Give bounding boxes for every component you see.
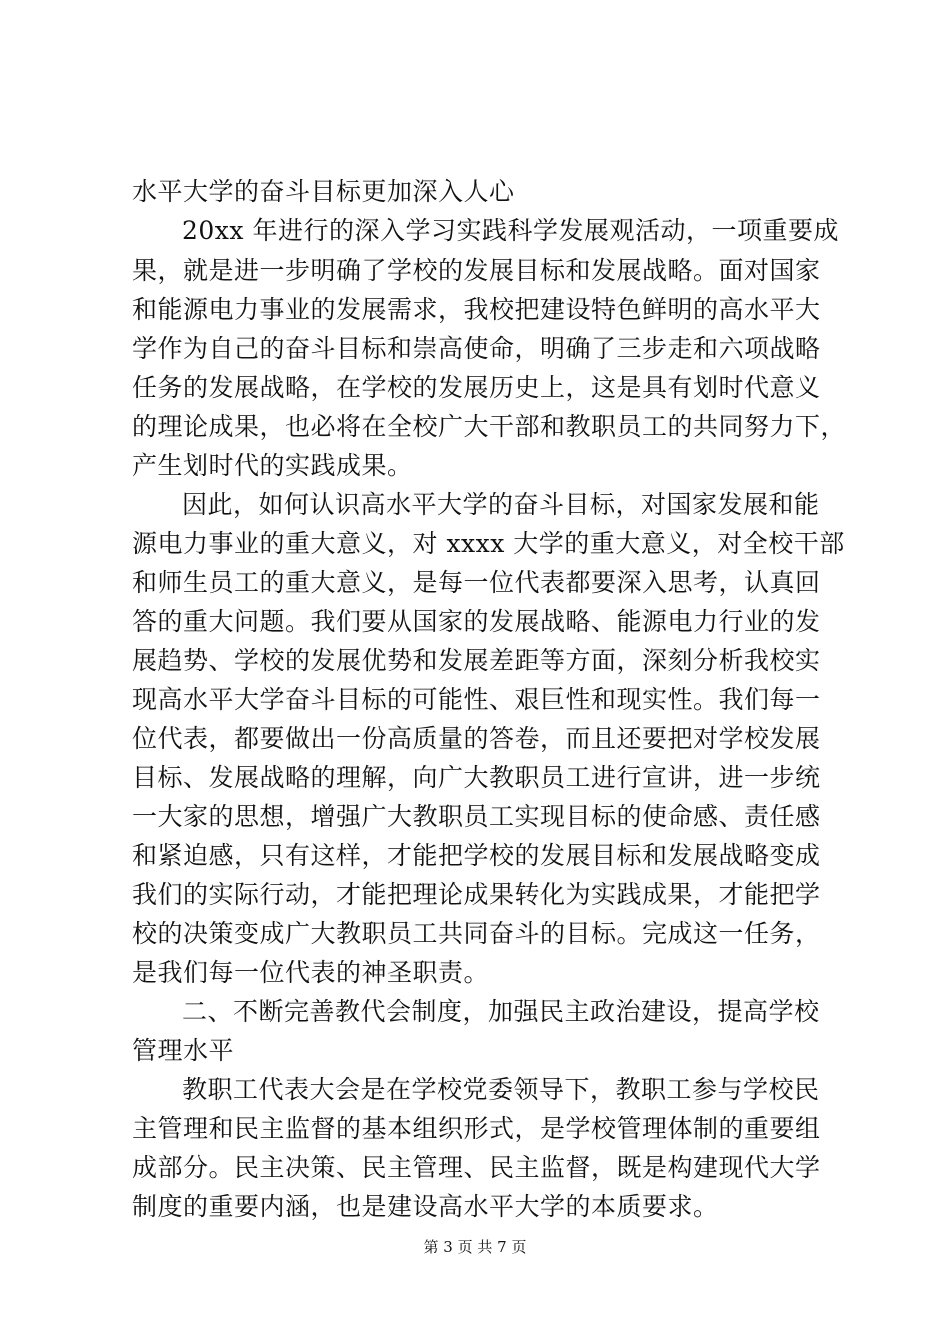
text-line: 我们的实际行动，才能把理论成果转化为实践成果，才能把学: [132, 880, 821, 909]
text-line: 学作为自己的奋斗目标和崇高使命，明确了三步走和六项战略: [132, 334, 821, 363]
text-line: 主管理和民主监督的基本组织形式，是学校管理体制的重要组: [132, 1114, 821, 1143]
text-line: 答的重大问题。我们要从国家的发展战略、能源电力行业的发: [132, 607, 821, 636]
page-number-footer: 第 3 页 共 7 页: [423, 1238, 527, 1256]
text-line: 源电力事业的重大意义，对 xxxx 大学的重大意义，对全校干部: [132, 529, 845, 558]
section-heading-line: 管理水平: [132, 1036, 235, 1065]
text-line: 是我们每一位代表的神圣职责。: [132, 958, 490, 987]
text-line: 校的决策变成广大教职员工共同奋斗的目标。完成这一任务，: [132, 919, 821, 948]
text-line: 一大家的思想，增强广大教职员工实现目标的使命感、责任感: [132, 802, 821, 831]
text-line: 和能源电力事业的发展需求，我校把建设特色鲜明的高水平大: [132, 295, 821, 324]
text-line: 展趋势、学校的发展优势和发展差距等方面，深刻分析我校实: [132, 646, 821, 675]
text-line: 水平大学的奋斗目标更加深入人心: [132, 177, 515, 206]
text-line: 和师生员工的重大意义，是每一位代表都要深入思考，认真回: [132, 568, 821, 597]
section-heading-line: 二、不断完善教代会制度，加强民主政治建设，提高学校: [182, 997, 820, 1026]
text-line: 成部分。民主决策、民主管理、民主监督，既是构建现代大学: [132, 1153, 821, 1182]
paragraph-first-line: 20xx 年进行的深入学习实践科学发展观活动，一项重要成: [182, 216, 839, 245]
text-line: 任务的发展战略，在学校的发展历史上，这是具有划时代意义: [132, 373, 821, 402]
text-line: 现高水平大学奋斗目标的可能性、艰巨性和现实性。我们每一: [132, 685, 821, 714]
text-line: 产生划时代的实践成果。: [132, 451, 413, 480]
text-line: 的理论成果，也必将在全校广大干部和教职员工的共同努力下，: [132, 412, 847, 441]
text-line: 果，就是进一步明确了学校的发展目标和发展战略。面对国家: [132, 256, 821, 285]
text-line: 和紧迫感，只有这样，才能把学校的发展目标和发展战略变成: [132, 841, 821, 870]
text-line: 目标、发展战略的理解，向广大教职员工进行宣讲，进一步统: [132, 763, 821, 792]
text-line: 制度的重要内涵，也是建设高水平大学的本质要求。: [132, 1192, 719, 1221]
paragraph-first-line: 教职工代表大会是在学校党委领导下，教职工参与学校民: [182, 1075, 820, 1104]
text-line: 位代表，都要做出一份高质量的答卷，而且还要把对学校发展: [132, 724, 821, 753]
paragraph-first-line: 因此，如何认识高水平大学的奋斗目标，对国家发展和能: [182, 490, 820, 519]
